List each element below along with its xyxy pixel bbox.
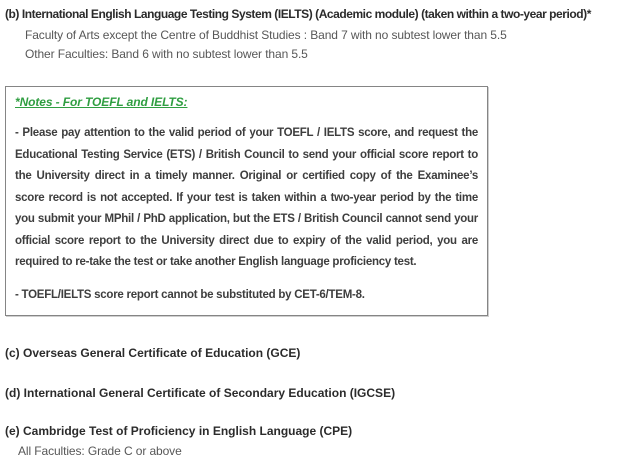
notes-title: *Notes - For TOEFL and IELTS: [15,95,188,109]
notes-box [5,86,488,316]
section-c-heading: (c) Overseas General Certificate of Education (GCE) [5,346,301,360]
section-d-heading: (d) International General Certificate of Secondary Education (IGCSE) [5,386,396,400]
section-e-line-all-faculties: All Faculties: Grade C or above [18,444,182,458]
notes-paragraph-cet-tem: - TOEFL/IELTS score report cannot be substituted by CET-6/TEM-8. [15,288,365,301]
section-b-heading: (b) International English Language Testing System (IELTS) (Academic module) (taken within a two-year period)* [5,7,591,21]
notes-paragraph-valid-period: - Please pay attention to the valid period of your TOEFL / IELTS score, and request the Educational Testing Service (ETS) / British Council to send your official score report to the University direct in a timely manner. Original or certified copy of the Examinee’s score record is not accepted. If your test is taken within a two-year period by the time you submit your MPhil / PhD application, but the ETS / British Council cannot send your official score report to the University direct due to expiry of the valid period, you are required to re-take the test or take another English language proficiency test. [15,127,478,268]
section-b-line-faculty-of-arts: Faculty of Arts except the Centre of Buddhist Studies : Band 7 with no subtest lower than 5.5 [25,28,507,42]
section-e-heading: (e) Cambridge Test of Proficiency in English Language (CPE) [5,424,353,438]
section-b-line-other-faculties: Other Faculties: Band 6 with no subtest lower than 5.5 [25,47,308,61]
